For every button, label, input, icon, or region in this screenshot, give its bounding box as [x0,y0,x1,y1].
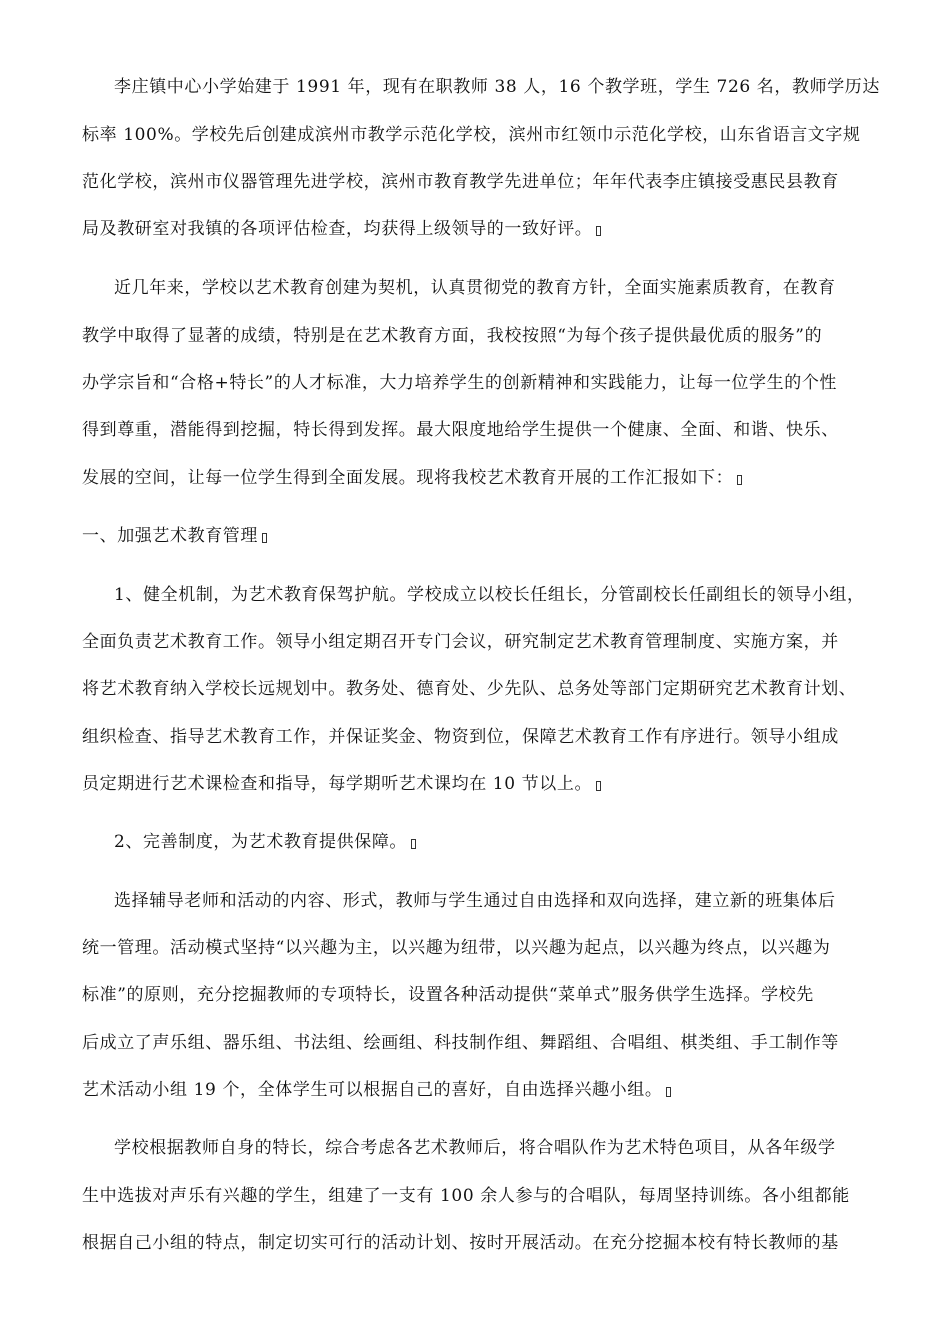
paragraph-1-line-1: 李庄镇中心小学始建于 1991 年，现有在职教师 38 人，16 个教学班，学生 726 名，教师学历达 [114,77,880,97]
paragraph-3-line-4: 组织检查、指导艺术教育工作，并保证奖金、物资到位，保障艺术教育工作有序进行。领导小组成 [82,727,839,747]
paragraph-2-line-1: 近几年来，学校以艺术教育创建为契机，认真贯彻党的教育方针，全面实施素质教育，在教育 [114,278,836,298]
paragraph-mark-icon [411,839,416,849]
paragraph-3-line-2: 全面负责艺术教育工作。领导小组定期召开专门会议，研究制定艺术教育管理制度、实施方案，并 [82,632,839,652]
paragraph-4-line-1: 2、完善制度，为艺术教育提供保障。 [114,832,416,852]
paragraph-1-line-3: 范化学校，滨州市仪器管理先进学校，滨州市教育教学先进单位；年年代表李庄镇接受惠民县教育 [82,172,839,192]
paragraph-mark-icon [596,781,601,791]
paragraph-mark-icon [666,1087,671,1097]
paragraph-3-line-3: 将艺术教育纳入学校长远规划中。教务处、德育处、少先队、总务处等部门定期研究艺术教育计划、 [82,679,857,699]
paragraph-3-line-5: 员定期进行艺术课检查和指导，每学期听艺术课均在 10 节以上。 [82,774,601,794]
section-heading: 一、加强艺术教育管理 [82,526,267,546]
paragraph-mark-icon [596,226,601,236]
paragraph-2-line-2: 教学中取得了显著的成绩，特别是在艺术教育方面，我校按照“为每个孩子提供最优质的服务”的 [82,326,823,346]
paragraph-5-line-2: 统一管理。活动模式坚持“以兴趣为主，以兴趣为纽带，以兴趣为起点，以兴趣为终点，以兴趣为 [82,938,831,958]
paragraph-5-line-3: 标准”的原则，充分挖掘教师的专项特长，设置各种活动提供“菜单式”服务供学生选择。学校先 [82,985,814,1005]
paragraph-2-line-4: 得到尊重，潜能得到挖掘，特长得到发挥。最大限度地给学生提供一个健康、全面、和谐、快乐、 [82,420,839,440]
paragraph-2-line-5: 发展的空间，让每一位学生得到全面发展。现将我校艺术教育开展的工作汇报如下： [82,468,742,488]
paragraph-mark-icon [737,475,742,485]
paragraph-5-line-4: 后成立了声乐组、器乐组、书法组、绘画组、科技制作组、舞蹈组、合唱组、棋类组、手工制作等 [82,1033,839,1053]
paragraph-2-line-3: 办学宗旨和“合格+特长”的人才标准，大力培养学生的创新精神和实践能力，让每一位学生的个性 [82,373,838,393]
paragraph-6-line-3: 根据自己小组的特点，制定切实可行的活动计划、按时开展活动。在充分挖掘本校有特长教师的基 [82,1233,839,1253]
paragraph-5-line-1: 选择辅导老师和活动的内容、形式，教师与学生通过自由选择和双向选择，建立新的班集体后 [114,891,836,911]
paragraph-6-line-2: 生中选拔对声乐有兴趣的学生，组建了一支有 100 余人参与的合唱队，每周坚持训练。各小组都能 [82,1186,850,1206]
paragraph-3-line-1: 1、健全机制，为艺术教育保驾护航。学校成立以校长任组长，分管副校长任副组长的领导小组， [114,585,865,605]
paragraph-6-line-1: 学校根据教师自身的特长，综合考虑各艺术教师后，将合唱队作为艺术特色项目，从各年级学 [114,1138,836,1158]
paragraph-5-line-5: 艺术活动小组 19 个，全体学生可以根据自己的喜好，自由选择兴趣小组。 [82,1080,671,1100]
paragraph-mark-icon [262,533,267,543]
paragraph-1-line-4: 局及教研室对我镇的各项评估检查，均获得上级领导的一致好评。 [82,219,601,239]
paragraph-1-line-2: 标率 100%。学校先后创建成滨州市教学示范化学校，滨州市红领巾示范化学校，山东省语言文字规 [82,125,861,145]
